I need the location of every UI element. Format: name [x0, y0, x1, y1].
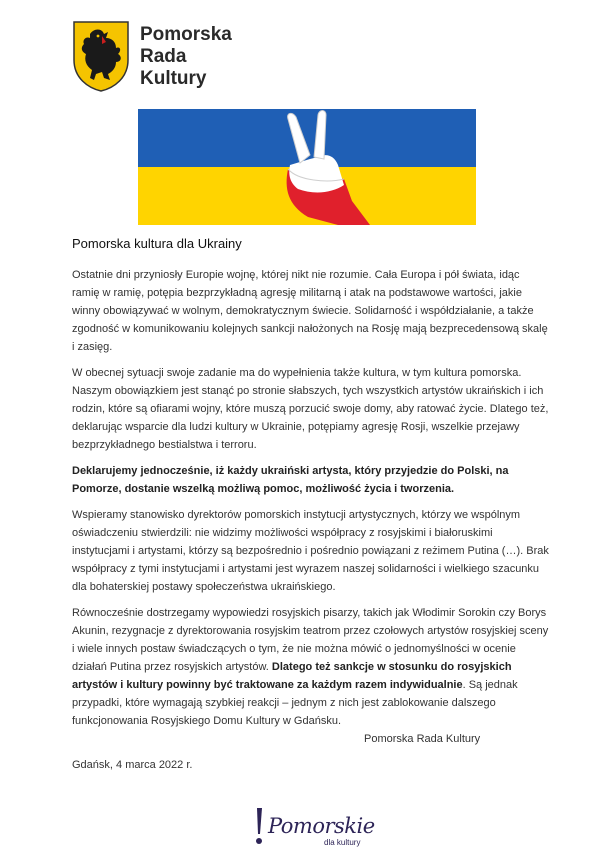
- footer-logo-subtitle: dla kultury: [324, 838, 361, 847]
- paragraph-3-declaration: Deklarujemy jednocześnie, iż każdy ukraiński artysta, który przyjedzie do Polski, na Pomorze, dostanie wszelką możliwą pomoc, możliwość życia i tworzenia.: [72, 465, 509, 495]
- paragraph-2: W obecnej sytuacji swoje zadanie ma do wypełnienia także kultura, w tym kultura pomorska. Naszym obowiązkiem jest stanąć po stronie słabszych, tych wszystkich artystów ukraińskich i ich rodzin, które są ofiarami wojny, które muszą porzucić swoje domy, aby ratować życie. Dlatego też, deklarując wsparcie dla ludzi kultury w Ukrainie, potępiamy agresję Rosji, wszelkie przejawy bezprzykładnego bestialstwa i terroru.: [72, 367, 549, 451]
- document-body: [72, 266, 550, 738]
- signature: Pomorska Rada Kultury: [364, 733, 481, 745]
- griffin-coat-of-arms-icon: [72, 20, 130, 92]
- paragraph-1: Ostatnie dni przyniosły Europie wojnę, której nikt nie rozumie. Cała Europa i pół świata, idąc ramię w ramię, potępia bezprzykładną agresję militarną i atak na podstawowe wartości, jakie winny obowiązywać w wolnym, demokratycznym świecie. Solidarność i współdziałanie, a także zgodność w komunikowaniu kolejnych sankcji nałożonych na Rosję mają bezprecedensową skalę i zasięg.: [72, 269, 548, 353]
- paragraph-4: Wspieramy stanowisko dyrektorów pomorskich instytucji artystycznych, którzy we wspólnym oświadczeniu stwierdzili: nie widzimy możliwości współpracy z rosyjskimi i białoruskimi instytucjami i artystami, którzy są bezpośrednio i pośrednio powiązani z reżimem Putina (…). Brak współpracy z tymi instytucjami i artystami jest wyrazem naszej solidarności i wielkiego szacunku dla bohaterskiej postawy społeczeństwa ukraińskiego.: [72, 509, 549, 593]
- document-title: Pomorska kultura dla Ukrainy: [72, 236, 242, 251]
- pomorskie-logo-icon: [254, 798, 374, 858]
- paragraph-5: [72, 604, 550, 730]
- brand-name: [140, 24, 232, 90]
- ukraine-flag-banner: [138, 109, 476, 225]
- place-date: Gdańsk, 4 marca 2022 r.: [72, 759, 193, 771]
- footer-logo-text: Pomorskie: [268, 814, 375, 838]
- paragraph-5-start: Równocześnie dostrzegamy wypowiedzi rosyjskich pisarzy, takich jak Włodimir Sorokin czy Borys Akunin, rezygnacje z dyrektorowania rosyjskim teatrom przez czołowych artystów rosyjskiej sceny i wiele innych postaw świadczących o tym, że nie można mówić o jednomyślności w ocenie działań Putina przez rosyjskich artystów.: [72, 607, 549, 673]
- paragraph-5-end: . Są jednak przypadki, które wymagają szybkiej reakcji – jednym z nich jest zablokowanie dalszego funkcjonowania Rosyjskiego Domu Kultury w Gdańsku.: [72, 679, 518, 727]
- paragraph-5-bold: Dlatego też sankcje w stosunku do rosyjskich artystów i kultury powinny być traktowane za każdym razem indywidualnie: [72, 661, 512, 691]
- header-logo: [72, 18, 272, 98]
- exclamation-mark-icon: [254, 806, 264, 846]
- brand-line-1: Pomorska: [140, 24, 232, 45]
- victory-hand-icon: [138, 109, 476, 225]
- brand-line-3: Kultury: [140, 68, 207, 89]
- brand-line-2: Rada: [140, 46, 187, 67]
